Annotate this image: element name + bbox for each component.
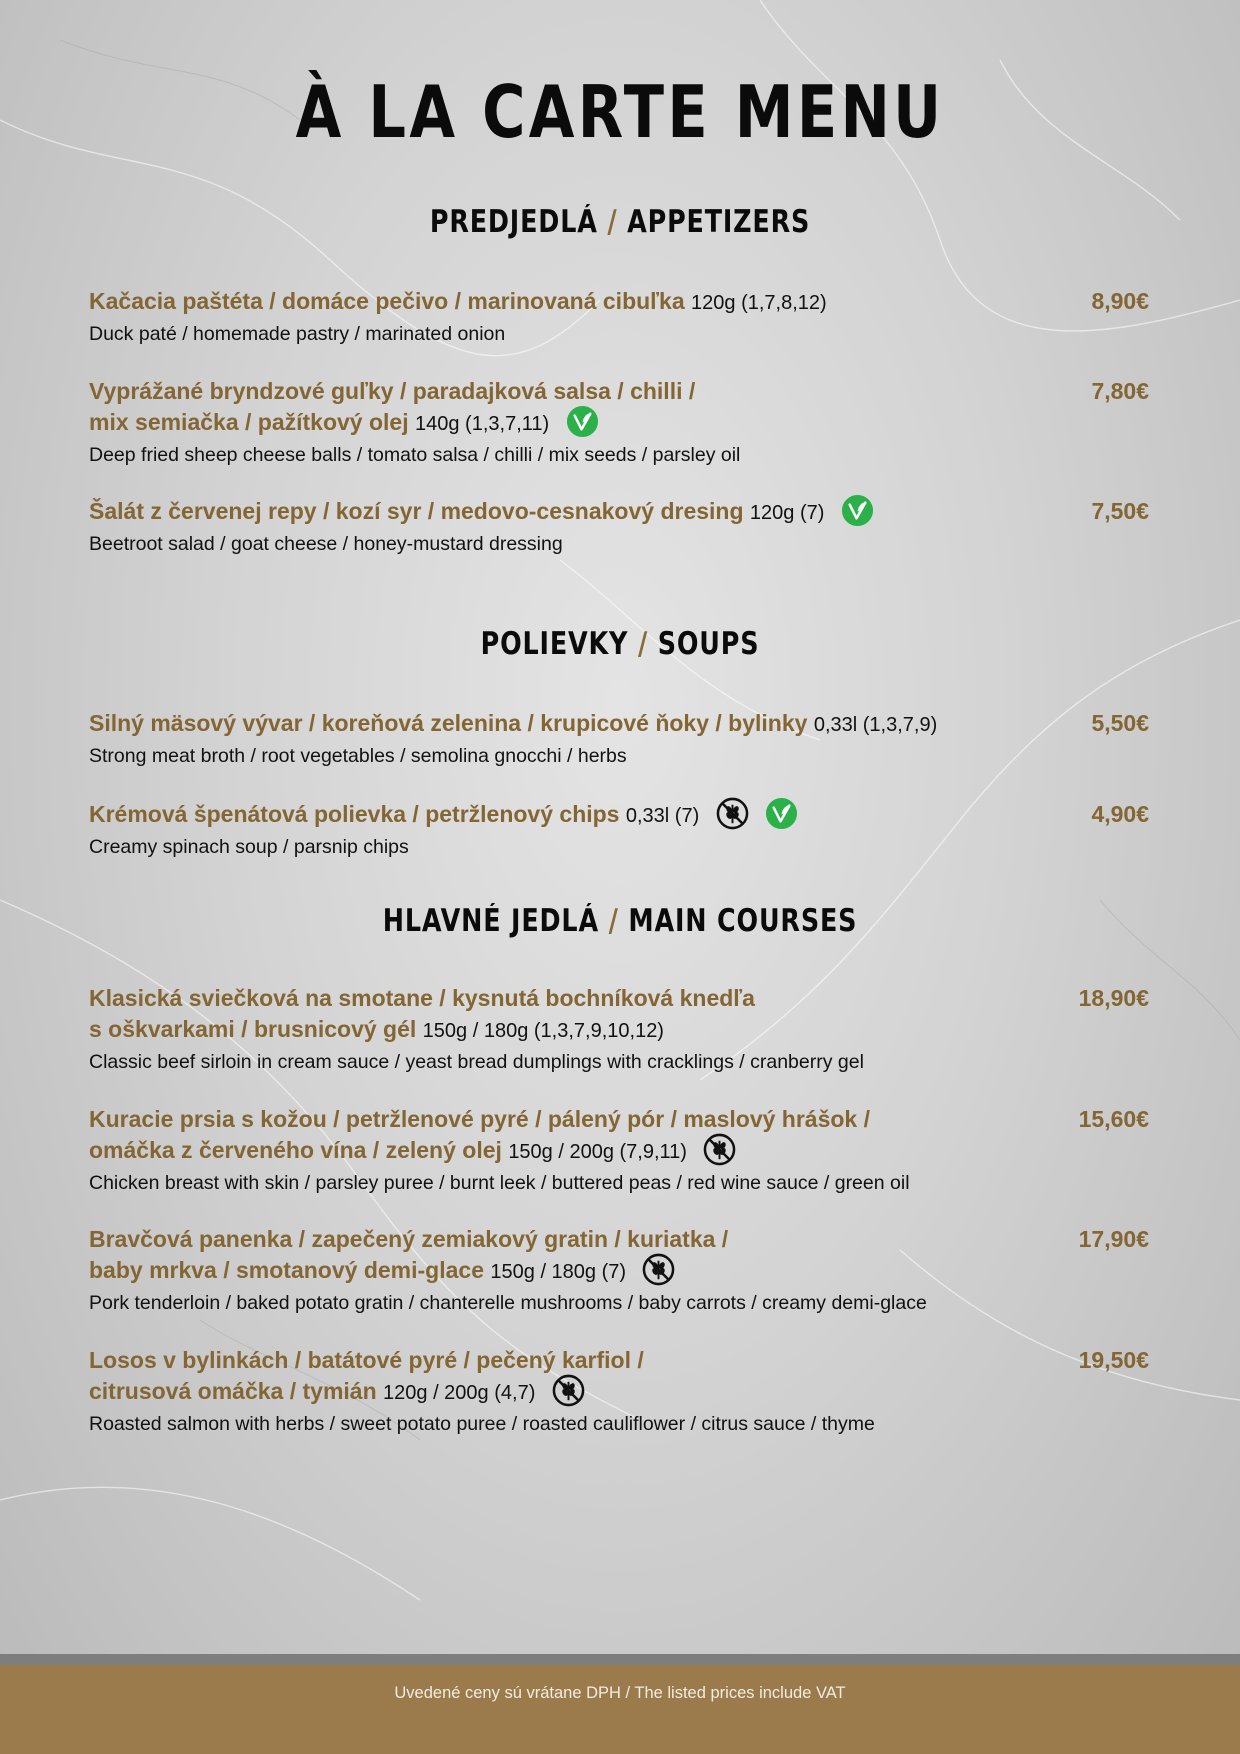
footer-vat-note: Uvedené ceny sú vrátane DPH / The listed prices include VAT bbox=[394, 1684, 846, 1702]
menu-item bbox=[89, 983, 1149, 1077]
section-title-sk: PREDJEDLÁ bbox=[429, 204, 598, 240]
section-title-sk: POLIEVKY bbox=[480, 626, 629, 662]
menu-item bbox=[89, 799, 1149, 862]
item-description: Classic beef sirloin in cream sauce / yeast bread dumplings with cracklings / cranberry gel bbox=[89, 1051, 864, 1073]
item-name bbox=[89, 983, 1039, 1047]
item-name bbox=[89, 799, 1039, 832]
menu-item bbox=[89, 708, 1149, 771]
item-name bbox=[89, 376, 1039, 440]
item-meta: 0,33l (1,3,7,9) bbox=[813, 714, 938, 736]
item-description: Roasted salmon with herbs / sweet potato puree / roasted cauliflower / citrus sauce / thyme bbox=[89, 1413, 875, 1436]
section-title-en: MAIN COURSES bbox=[628, 903, 858, 939]
item-name-line1: Kuracie prsia s kožou / petržlenové pyré / pálený pór / maslový hrášok / bbox=[89, 1106, 871, 1132]
menu-item bbox=[89, 1104, 1149, 1198]
section-title-soups bbox=[112, 626, 1129, 662]
section-title-sk: HLAVNÉ JEDLÁ bbox=[382, 903, 599, 939]
section-title-en: SOUPS bbox=[657, 626, 760, 662]
section-title-en: APPETIZERS bbox=[627, 204, 811, 240]
section-title-slash: / bbox=[637, 626, 649, 662]
item-name bbox=[89, 496, 1039, 529]
item-name-text: Kačacia paštéta / domáce pečivo / marinovaná cibuľka bbox=[89, 288, 685, 314]
item-description: Duck paté / homemade pastry / marinated onion bbox=[89, 323, 506, 345]
item-name-line1: Vyprážané bryndzové guľky / paradajková salsa / chilli / bbox=[89, 378, 696, 404]
item-meta: 150g / 200g (7,9,11) bbox=[508, 1141, 687, 1163]
vegetarian-icon bbox=[566, 405, 599, 438]
item-meta: 140g (1,3,7,11) bbox=[415, 413, 550, 435]
item-meta: 150g / 180g (7) bbox=[490, 1261, 627, 1283]
item-description: Creamy spinach soup / parsnip chips bbox=[89, 836, 409, 859]
item-name-line2: citrusová omáčka / tymián bbox=[89, 1378, 377, 1404]
item-price: 7,50€ bbox=[1091, 498, 1149, 524]
item-meta: 120g (7) bbox=[749, 502, 825, 524]
vegetarian-icon bbox=[841, 494, 874, 527]
section-title-slash: / bbox=[607, 204, 618, 240]
item-price: 19,50€ bbox=[1078, 1347, 1149, 1373]
item-name-text: Silný mäsový vývar / koreňová zelenina / krupicové ňoky / bylinky bbox=[89, 710, 808, 736]
item-description: Strong meat broth / root vegetables / semolina gnocchi / herbs bbox=[89, 745, 627, 767]
item-price: 8,90€ bbox=[1091, 288, 1149, 314]
item-name-line1: Losos v bylinkách / batátové pyré / pečený karfiol / bbox=[89, 1347, 644, 1373]
item-price: 4,90€ bbox=[1091, 801, 1149, 827]
item-name-line2: mix semiačka / pažítkový olej bbox=[89, 409, 409, 435]
item-meta: 150g / 180g (1,3,7,9,10,12) bbox=[422, 1020, 664, 1042]
gluten-free-icon bbox=[642, 1253, 675, 1286]
item-name bbox=[89, 286, 1039, 319]
section-title-main-courses bbox=[112, 903, 1129, 939]
item-description: Chicken breast with skin / parsley puree / burnt leek / buttered peas / red wine sauce / green oil bbox=[89, 1172, 910, 1195]
item-name-text: Šalát z červenej repy / kozí syr / medovo-cesnakový dresing bbox=[89, 498, 744, 524]
item-meta: 120g (1,7,8,12) bbox=[691, 292, 827, 314]
item-name-line2: baby mrkva / smotanový demi-glace bbox=[89, 1257, 484, 1283]
item-name-line1: Klasická sviečková na smotane / kysnutá bochníková knedľa bbox=[89, 985, 755, 1011]
item-meta: 120g / 200g (4,7) bbox=[383, 1382, 536, 1404]
item-name-text: Krémová špenátová polievka / petržlenový chips bbox=[89, 801, 620, 827]
item-description: Beetroot salad / goat cheese / honey-mustard dressing bbox=[89, 533, 563, 556]
item-name-line2: s oškvarkami / brusnicový gél bbox=[89, 1016, 417, 1042]
item-name bbox=[89, 1345, 1039, 1409]
item-name bbox=[89, 1104, 1039, 1168]
section-title-slash: / bbox=[608, 903, 619, 939]
item-price: 15,60€ bbox=[1078, 1106, 1149, 1132]
item-meta: 0,33l (7) bbox=[625, 805, 700, 827]
menu-item bbox=[89, 286, 1149, 349]
item-name bbox=[89, 708, 1039, 741]
item-name-line2: omáčka z červeného vína / zelený olej bbox=[89, 1137, 502, 1163]
item-name bbox=[89, 1224, 1039, 1288]
menu-item bbox=[89, 376, 1149, 470]
vegetarian-icon bbox=[765, 797, 798, 830]
item-price: 5,50€ bbox=[1091, 710, 1149, 736]
section-title-appetizers bbox=[112, 204, 1129, 240]
item-price: 18,90€ bbox=[1078, 985, 1149, 1011]
footer-band bbox=[0, 1654, 1240, 1754]
item-price: 7,80€ bbox=[1091, 378, 1149, 404]
gluten-free-icon bbox=[716, 797, 749, 830]
item-name-line1: Bravčová panenka / zapečený zemiakový gratin / kuriatka / bbox=[89, 1226, 729, 1252]
menu-item bbox=[89, 496, 1149, 559]
item-description: Pork tenderloin / baked potato gratin / chanterelle mushrooms / baby carrots / creamy demi-glace bbox=[89, 1292, 927, 1315]
footer-stripe bbox=[0, 1654, 1240, 1665]
menu-title: À LA CARTE MENU bbox=[295, 70, 945, 154]
menu-item bbox=[89, 1345, 1149, 1439]
gluten-free-icon bbox=[552, 1374, 585, 1407]
menu-item bbox=[89, 1224, 1149, 1318]
item-description: Deep fried sheep cheese balls / tomato salsa / chilli / mix seeds / parsley oil bbox=[89, 444, 741, 467]
item-price: 17,90€ bbox=[1078, 1226, 1149, 1252]
gluten-free-icon bbox=[703, 1133, 736, 1166]
